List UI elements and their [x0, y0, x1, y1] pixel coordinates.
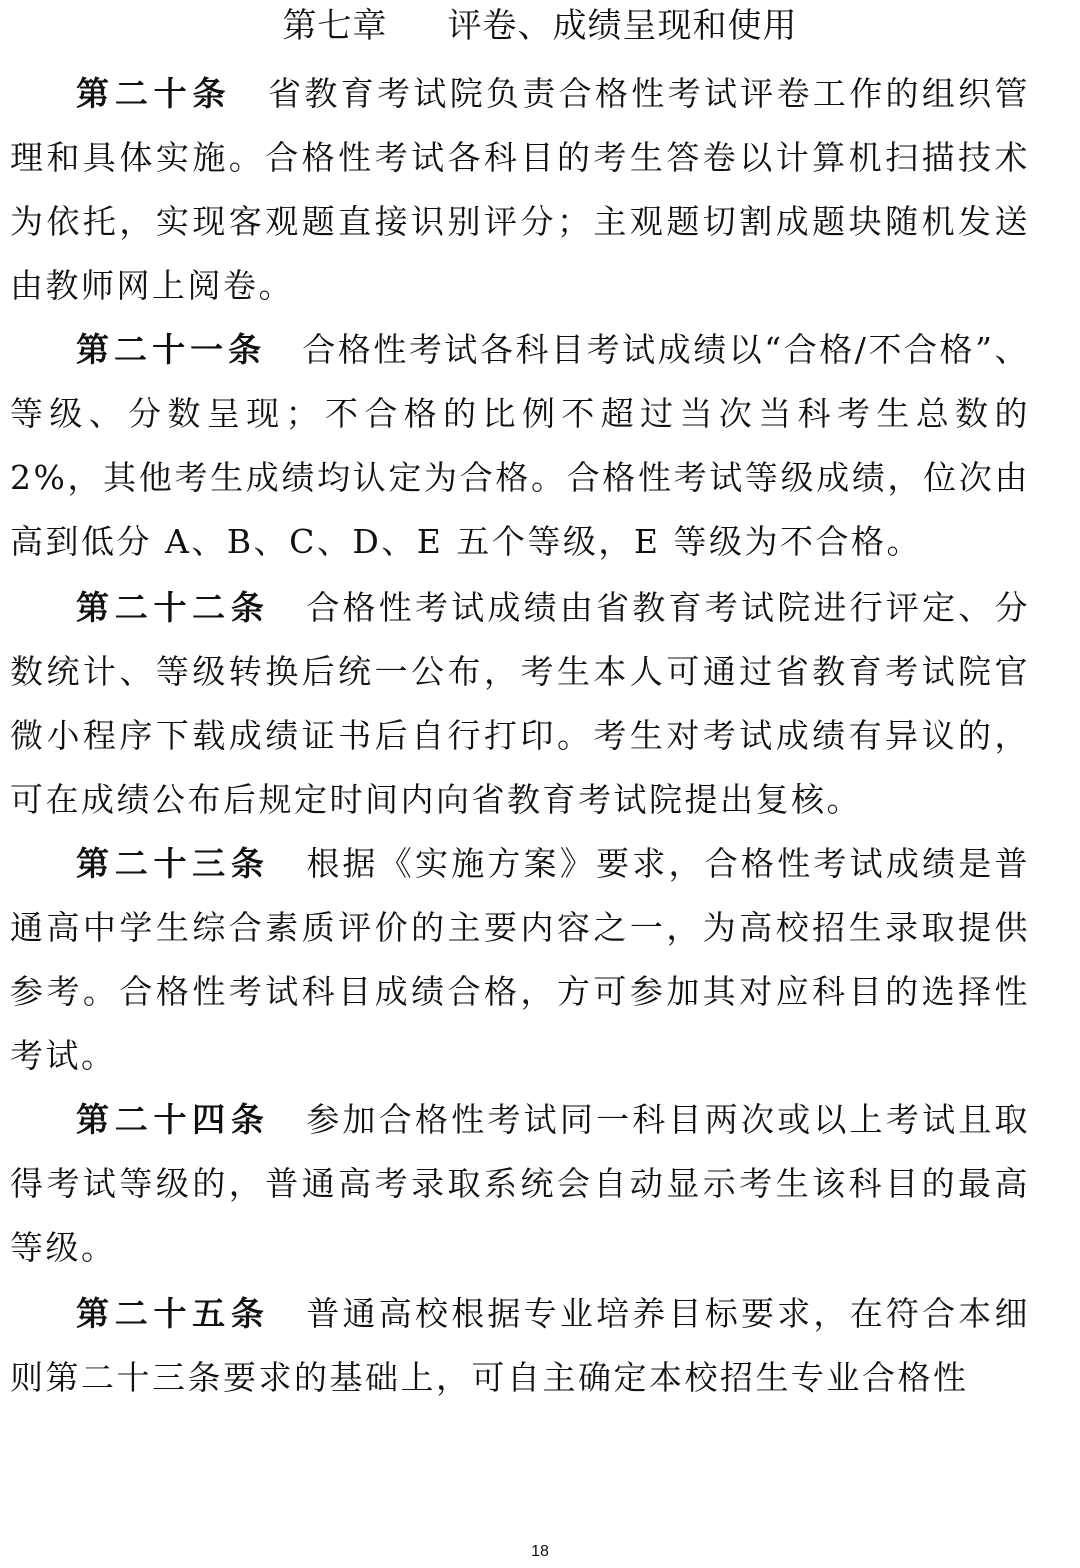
article-23 [10, 832, 1030, 1088]
chapter-title [0, 4, 1080, 48]
article-text: 根据《实施方案》要求，合格性考试成绩是普通高中学生综合素质评价的主要内容之一，为高校招生录取提供参考。合格性考试科目成绩合格，方可参加其对应科目的选择性考试。 [10, 844, 1031, 1075]
article-number: 第二十一条 [76, 330, 267, 369]
article-21 [10, 318, 1030, 574]
article-22 [10, 576, 1030, 832]
article-number: 第二十五条 [76, 1294, 270, 1333]
page-number: 18 [531, 1543, 549, 1560]
chapter-name: 评卷、成绩呈现和使用 [447, 6, 798, 46]
article-20 [10, 62, 1030, 318]
article-number: 第二十条 [76, 74, 232, 113]
article-text: 合格性考试成绩由省教育考试院进行评定、分数统计、等级转换后统一公布，考生本人可通过省教育考试院官微小程序下载成绩证书后自行打印。考生对考试成绩有异议的，可在成绩公布后规定时间内向省教育考试院提出复核。 [10, 588, 1031, 819]
article-text: 合格性考试各科目考试成绩以“合格/不合格”、等级、分数呈现；不合格的比例不超过当次当科考生总数的 2%，其他考生成绩均认定为合格。合格性考试等级成绩，位次由高到低分 A、B、C、D、E 五个等级，E 等级为不合格。 [10, 330, 1031, 561]
article-24 [10, 1088, 1030, 1280]
chapter-number: 第七章 [282, 6, 388, 46]
article-number: 第二十四条 [76, 1100, 270, 1139]
article-text: 普通高校根据专业培养目标要求，在符合本细则第二十三条要求的基础上，可自主确定本校招生专业合格性 [10, 1294, 1031, 1397]
article-text: 省教育考试院负责合格性考试评卷工作的组织管理和具体实施。合格性考试各科目的考生答卷以计算机扫描技术为依托，实现客观题直接识别评分；主观题切割成题块随机发送由教师网上阅卷。 [10, 74, 1031, 305]
article-text: 参加合格性考试同一科目两次或以上考试且取得考试等级的，普通高考录取系统会自动显示考生该科目的最高等级。 [10, 1100, 1031, 1267]
article-number: 第二十三条 [76, 844, 270, 883]
article-25 [10, 1282, 1030, 1410]
article-number: 第二十二条 [76, 588, 270, 627]
